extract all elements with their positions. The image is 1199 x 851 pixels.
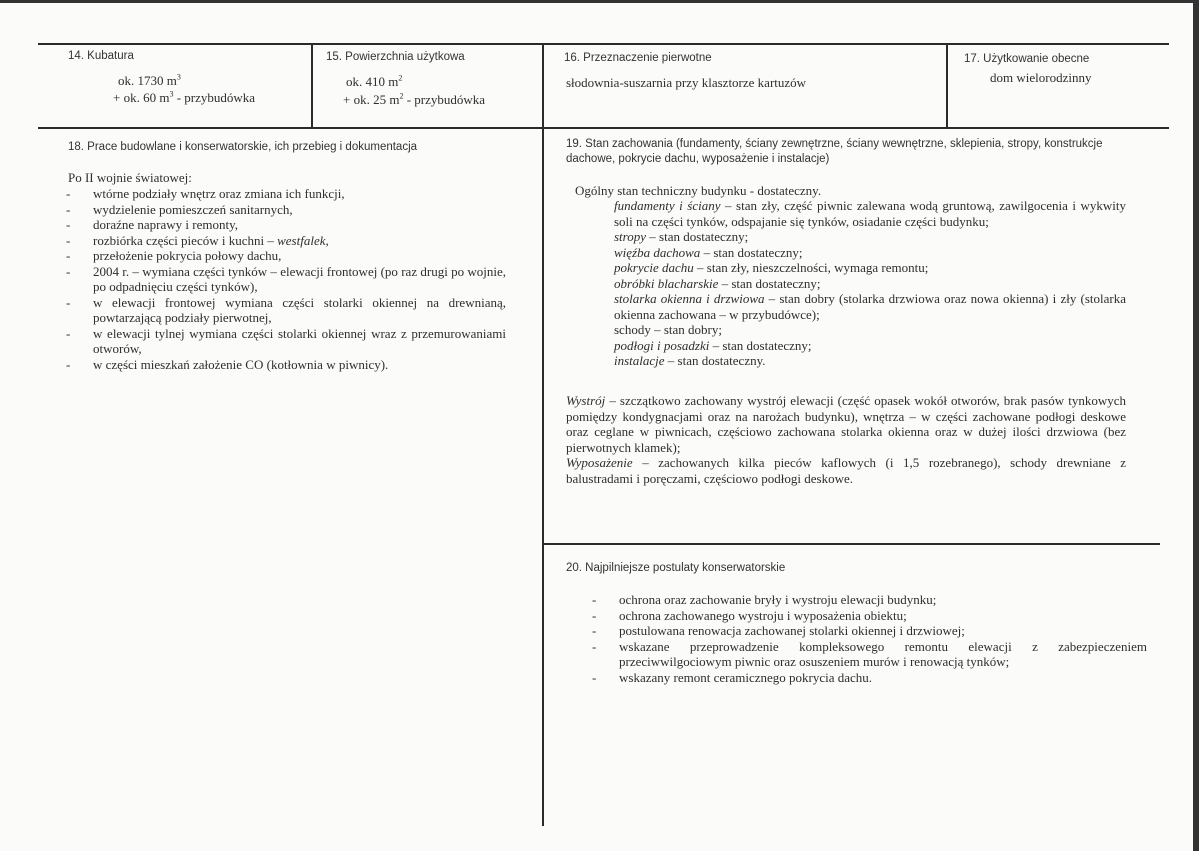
table-top-border (38, 43, 1169, 45)
przeznaczenie-label: 16. Przeznaczenie pierwotne (564, 52, 712, 64)
list-item: - wskazane przeprowadzenie kompleksowego remontu elewacji z zabezpieczeniem przeciwwilgociowym piwnic oraz osuszeniem murów i renowacją tynków; (592, 638, 1147, 669)
detail-podlogi: podłogi i posadzki – stan dostateczny; (614, 337, 812, 353)
detail-stropy: stropy – stan dostateczny; (614, 229, 749, 244)
list-item: - ochrona oraz zachowanie bryły i wystroju elewacji budynku; (592, 592, 937, 607)
powierzchnia-label: 15. Powierzchnia użytkowa (326, 51, 465, 63)
list-item: - rozbiórka części pieców i kuchni – westfalek, (66, 232, 329, 248)
detail-stolarka: stolarka okienna i drzwiowa – stan dobry (stolarka drzwiowa oraz nowa okienna) i zły (stolarka okienna zachowana – w przybudówce); (614, 291, 1126, 322)
list-item: - w elewacji tylnej wymiana części stolarki okiennej wraz z przemurowaniami otworów, (66, 325, 506, 356)
section19-label: 19. Stan zachowania (fundamenty, ściany zewnętrzne, ściany wewnętrzne, sklepienia, stropy, konstrukcje dachowe, pokrycie dachu, wyposażenie i instalacje) (566, 138, 1103, 165)
section19-details (614, 198, 1126, 369)
main-column-divider (542, 43, 544, 826)
row1-bottom-border (38, 127, 1169, 129)
section-19-20-border (543, 543, 1160, 545)
section20-label: 20. Najpilniejsze postulaty konserwatorskie (566, 562, 786, 574)
list-item: - wskazany remont ceramicznego pokrycia dachu. (592, 669, 873, 685)
detail-fundamenty: fundamenty i ściany – stan zły, część piwnic zalewana wodą gruntową, zawilgocenia i wykwity soli na części tynków, odspajanie się tynków, osiadanie części budynku; (614, 198, 1126, 229)
detail-schody: schody – stan dobry; (614, 322, 722, 337)
detail-instalacje: instalacje – stan dostateczny. (614, 353, 766, 368)
list-item: - postulowana renowacja zachowanej stolarki okiennej i drzwiowej; (592, 623, 965, 638)
list-item: - przełożenie pokrycia połowy dachu, (66, 248, 282, 263)
section18-label: 18. Prace budowlane i konserwatorskie, ich przebieg i dokumentacja (68, 141, 418, 153)
detail-obrobki: obróbki blacharskie – stan dostateczny; (614, 275, 821, 291)
detail-pokrycie: pokrycie dachu – stan zły, nieszczelności, wymaga remontu; (614, 260, 929, 275)
uzytkowanie-value: dom wielorodzinny (990, 70, 1092, 85)
section18-list (66, 186, 506, 372)
section19-wystroj: Wystrój – szczątkowo zachowany wystrój elewacji (część opasek wokół otworów, brak pasów tynkowych pomiędzy kondygnacjami oraz na narożach budynku), wnętrza – w części zachowane podłogi deskowe oraz ceglane w piwnicach, częściowo zachowana stolarka okienna oraz w dużej ilości drzwiowa (bez pierwotnych klamek); Wyposażenie – zachowanych kilka pieców kaflowych (i 1,5 rozebranego), schody drewniane z balustradami i poręczami, częściowo podłogi deskowe. (566, 393, 1126, 486)
list-item: - 2004 r. – wymiana części tynków – elewacji frontowej (po raz drugi po wojnie, po odpadnięciu części tynków), (66, 263, 506, 294)
list-item: - w części mieszkań założenie CO (kotłownia w piwnicy). (66, 356, 389, 372)
scan-right-edge (1193, 0, 1199, 851)
section19-general: Ogólny stan techniczny budynku - dostateczny. (575, 183, 822, 198)
kubatura-value-2: + ok. 60 $m^3$ - przybudówka (113, 89, 256, 105)
list-item: - w elewacji frontowej wymiana części stolarki okiennej na drewnianą, powtarzającą podziały pierwotnej, (66, 294, 506, 325)
list-item: - ochrona zachowanego wystroju i wyposażenia obiektu; (592, 607, 907, 623)
list-item: - wtórne podziały wnętrz oraz zmiana ich funkcji, (66, 186, 345, 201)
uzytkowanie-label: 17. Użytkowanie obecne (964, 53, 1090, 65)
scan-top-edge (0, 0, 1199, 3)
section18-intro: Po II wojnie światowej: (68, 170, 192, 185)
divider-14-15 (311, 43, 313, 128)
list-item: - doraźne naprawy i remonty, (66, 217, 238, 232)
section20-list (592, 592, 1147, 685)
powierzchnia-value-1: ok. 410 $m^2$ (346, 73, 403, 89)
divider-16-17 (946, 43, 948, 128)
przeznaczenie-value: słodownia-suszarnia przy klasztorze kartuzów (566, 75, 807, 90)
kubatura-value-1: ok. 1730 $m^3$ (118, 72, 181, 88)
kubatura-label: 14. Kubatura (68, 50, 134, 62)
detail-wiezba: więźba dachowa – stan dostateczny; (614, 244, 803, 260)
list-item: - wydzielenie pomieszczeń sanitarnych, (66, 201, 293, 217)
powierzchnia-value-2: + ok. 25 $m^2$ - przybudówka (343, 91, 486, 107)
